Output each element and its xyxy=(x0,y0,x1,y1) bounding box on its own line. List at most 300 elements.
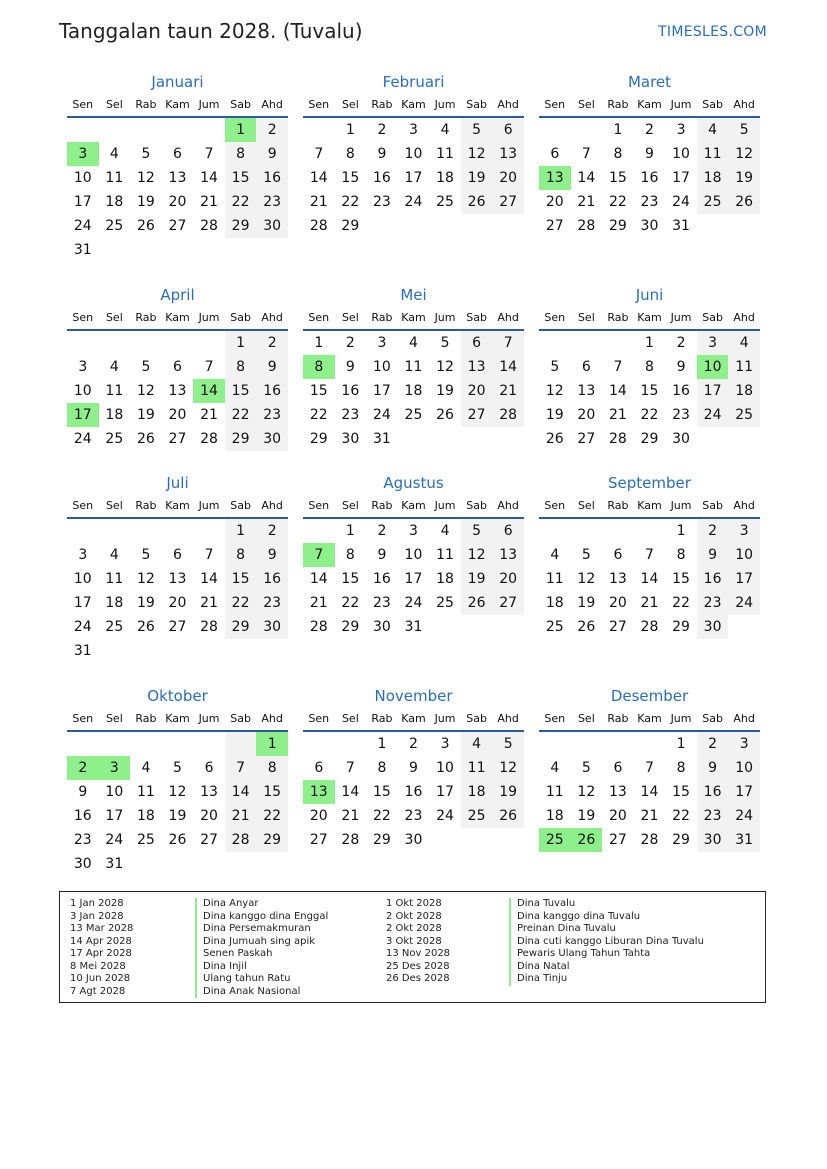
weekday-label: Kam xyxy=(401,97,426,111)
month-1 xyxy=(67,72,288,262)
weekday-label: Kam xyxy=(637,498,662,512)
day-cell: 20 xyxy=(492,567,524,591)
day-cell: 12 xyxy=(461,142,493,166)
empty-day-cell xyxy=(335,732,367,756)
day-cell: 30 xyxy=(256,214,288,238)
day-cell: 23 xyxy=(697,804,729,828)
day-cell: 3 xyxy=(409,122,418,138)
legend-left-names xyxy=(195,898,328,998)
empty-day-cell xyxy=(634,519,666,543)
day-cell: 15 xyxy=(672,571,690,587)
day-cell: 7 xyxy=(204,146,214,162)
day-cell: 3 xyxy=(440,736,450,752)
day-cell: 7 xyxy=(645,547,654,563)
day-cell: 13 xyxy=(168,170,187,186)
day-cell: 28 xyxy=(225,828,257,852)
day-cell: 15 xyxy=(225,166,257,190)
day-cell: 3 xyxy=(78,547,88,563)
day-cell: 16 xyxy=(640,170,659,186)
holiday-day-cell: 8 xyxy=(303,355,335,379)
weekday-header xyxy=(303,706,524,732)
day-cell: 28 xyxy=(200,218,218,234)
day-cell: 17 xyxy=(404,170,423,186)
day-cell: 27 xyxy=(309,832,328,848)
day-cell: 4 xyxy=(141,760,151,776)
day-cell: 13 xyxy=(168,383,187,399)
month-name: Agustus xyxy=(383,474,444,492)
day-cell: 25 xyxy=(105,431,124,447)
weekday-label: Sel xyxy=(341,310,359,324)
empty-day-cell xyxy=(571,118,603,142)
day-cell: 29 xyxy=(341,218,360,234)
day-cell: 24 xyxy=(728,804,760,828)
day-cell: 13 xyxy=(200,784,218,800)
legend-entry: Dina Tuvalu xyxy=(509,898,704,911)
day-cell: 24 xyxy=(73,431,92,447)
legend-entry: 1 Okt 2028 xyxy=(386,898,442,909)
month-6 xyxy=(539,285,760,451)
day-cell: 21 xyxy=(309,194,328,210)
day-cell: 30 xyxy=(372,619,391,635)
day-cell: 10 xyxy=(73,170,92,186)
day-cell: 29 xyxy=(309,431,328,447)
day-cell: 20 xyxy=(608,808,627,824)
day-cell: 18 xyxy=(404,383,423,399)
weekday-header xyxy=(539,92,760,118)
day-cell: 2 xyxy=(409,736,418,752)
day-grid xyxy=(539,118,760,238)
weekday-label: Jum xyxy=(670,97,692,111)
weekday-label: Sen xyxy=(544,498,566,512)
day-cell: 5 xyxy=(440,335,450,351)
empty-day-cell xyxy=(602,732,634,756)
day-cell: 14 xyxy=(608,383,627,399)
day-cell: 19 xyxy=(577,595,596,611)
day-cell: 2 xyxy=(697,519,729,543)
day-cell: 10 xyxy=(73,571,92,587)
day-cell: 23 xyxy=(341,407,360,423)
day-cell: 27 xyxy=(608,619,627,635)
day-cell: 15 xyxy=(341,571,360,587)
day-cell: 8 xyxy=(345,547,355,563)
empty-day-cell xyxy=(130,519,162,543)
weekday-label: Sab xyxy=(466,310,487,324)
month-9 xyxy=(539,473,760,639)
holiday-day-cell: 14 xyxy=(193,379,225,403)
empty-day-cell xyxy=(225,732,257,756)
day-cell: 1 xyxy=(225,331,257,355)
month-2 xyxy=(303,72,524,238)
weekday-label: Sab xyxy=(230,498,251,512)
day-cell: 1 xyxy=(377,736,387,752)
weekday-label: Sel xyxy=(341,97,359,111)
empty-day-cell xyxy=(99,519,131,543)
brand-link[interactable]: TIMESLES.COM xyxy=(658,24,767,40)
day-cell: 6 xyxy=(204,760,214,776)
day-cell: 27 xyxy=(200,832,218,848)
day-cell: 27 xyxy=(168,431,187,447)
weekday-header xyxy=(303,92,524,118)
day-cell: 9 xyxy=(676,359,686,375)
day-cell: 2 xyxy=(256,118,288,142)
legend-entry: 3 Jan 2028 xyxy=(70,910,124,922)
empty-day-cell xyxy=(130,732,162,756)
empty-day-cell xyxy=(571,732,603,756)
day-cell: 22 xyxy=(608,194,627,210)
day-cell: 10 xyxy=(73,383,92,399)
day-cell: 25 xyxy=(436,194,454,210)
day-cell: 28 xyxy=(341,832,360,848)
day-cell: 24 xyxy=(73,619,92,635)
legend-entry: 26 Des 2028 xyxy=(386,973,450,984)
weekday-label: Sel xyxy=(341,498,359,512)
weekday-label: Ahd xyxy=(497,711,519,725)
weekday-label: Sab xyxy=(702,97,723,111)
empty-day-cell xyxy=(539,732,571,756)
weekday-label: Ahd xyxy=(261,498,283,512)
holiday-day-cell: 7 xyxy=(303,543,335,567)
day-cell: 12 xyxy=(492,756,524,780)
day-cell: 19 xyxy=(136,407,155,423)
day-cell: 2 xyxy=(256,331,288,355)
day-cell: 11 xyxy=(404,359,423,375)
day-cell: 28 xyxy=(200,431,218,447)
weekday-label: Sab xyxy=(702,498,723,512)
empty-day-cell xyxy=(571,331,603,355)
weekday-label: Jum xyxy=(434,310,456,324)
day-cell: 10 xyxy=(404,146,423,162)
day-cell: 21 xyxy=(309,595,328,611)
holiday-day-cell: 13 xyxy=(303,780,335,804)
weekday-header xyxy=(67,305,288,331)
day-cell: 16 xyxy=(256,567,288,591)
weekday-label: Sab xyxy=(466,711,487,725)
empty-day-cell xyxy=(303,732,335,756)
day-cell: 4 xyxy=(440,523,450,539)
day-cell: 8 xyxy=(613,146,623,162)
month-name: Juni xyxy=(635,286,664,304)
day-cell: 14 xyxy=(341,784,360,800)
weekday-label: Sen xyxy=(308,97,330,111)
weekday-label: Sab xyxy=(466,97,487,111)
day-cell: 27 xyxy=(492,591,524,615)
weekday-label: Sab xyxy=(230,310,251,324)
day-cell: 6 xyxy=(613,547,623,563)
day-cell: 19 xyxy=(577,808,596,824)
day-cell: 8 xyxy=(345,146,355,162)
weekday-label: Rab xyxy=(607,498,629,512)
day-cell: 6 xyxy=(613,760,623,776)
day-cell: 24 xyxy=(372,407,391,423)
day-cell: 30 xyxy=(697,828,729,852)
day-cell: 24 xyxy=(404,595,423,611)
day-cell: 11 xyxy=(436,547,454,563)
month-3 xyxy=(539,72,760,238)
day-cell: 3 xyxy=(697,331,729,355)
month-name: November xyxy=(374,687,453,705)
day-cell: 31 xyxy=(672,218,690,234)
day-cell: 29 xyxy=(341,619,360,635)
day-cell: 27 xyxy=(168,619,187,635)
month-4 xyxy=(67,285,288,451)
day-grid xyxy=(67,732,288,876)
day-cell: 17 xyxy=(672,170,690,186)
day-cell: 17 xyxy=(436,784,454,800)
day-cell: 24 xyxy=(697,403,729,427)
day-cell: 9 xyxy=(256,543,288,567)
day-cell: 6 xyxy=(492,118,524,142)
weekday-label: Kam xyxy=(165,97,190,111)
day-cell: 9 xyxy=(78,784,88,800)
weekday-label: Kam xyxy=(401,310,426,324)
day-cell: 30 xyxy=(404,832,423,848)
day-grid xyxy=(67,519,288,663)
month-10 xyxy=(67,686,288,876)
day-cell: 11 xyxy=(105,383,124,399)
weekday-label: Ahd xyxy=(733,711,755,725)
empty-day-cell xyxy=(67,519,99,543)
day-cell: 18 xyxy=(436,571,454,587)
day-cell: 26 xyxy=(492,804,524,828)
legend-entry: 2 Okt 2028 xyxy=(386,910,442,922)
day-cell: 15 xyxy=(372,784,391,800)
weekday-header xyxy=(67,706,288,732)
month-name: September xyxy=(608,474,691,492)
legend-entry: Dina cuti kanggo Liburan Dina Tuvalu xyxy=(509,936,704,949)
day-cell: 28 xyxy=(492,403,524,427)
day-cell: 30 xyxy=(73,856,92,872)
day-cell: 16 xyxy=(672,383,690,399)
empty-day-cell xyxy=(303,118,335,142)
day-cell: 19 xyxy=(136,194,155,210)
legend-entry: 25 Des 2028 xyxy=(386,960,450,972)
day-cell: 24 xyxy=(436,808,454,824)
weekday-header xyxy=(303,493,524,519)
day-cell: 4 xyxy=(109,146,119,162)
day-cell: 16 xyxy=(73,808,92,824)
day-cell: 1 xyxy=(345,122,355,138)
holiday-day-cell: 3 xyxy=(99,756,131,780)
empty-day-cell xyxy=(602,519,634,543)
day-cell: 20 xyxy=(168,407,187,423)
day-cell: 29 xyxy=(225,615,257,639)
day-cell: 8 xyxy=(225,543,257,567)
day-cell: 14 xyxy=(309,571,328,587)
day-cell: 12 xyxy=(168,784,187,800)
weekday-label: Sen xyxy=(72,711,94,725)
day-grid xyxy=(67,331,288,451)
weekday-label: Sel xyxy=(577,310,595,324)
day-cell: 11 xyxy=(105,170,124,186)
day-cell: 3 xyxy=(728,732,760,756)
day-grid xyxy=(539,519,760,639)
legend-entry: Pewaris Ulang Tahun Tahta xyxy=(509,948,704,961)
weekday-label: Ahd xyxy=(733,310,755,324)
day-cell: 5 xyxy=(581,547,591,563)
day-cell: 14 xyxy=(640,784,659,800)
day-cell: 20 xyxy=(168,194,187,210)
day-cell: 4 xyxy=(461,732,493,756)
day-cell: 6 xyxy=(492,519,524,543)
day-cell: 3 xyxy=(377,335,387,351)
day-cell: 7 xyxy=(314,146,324,162)
day-cell: 21 xyxy=(640,808,659,824)
month-name: Januari xyxy=(151,73,204,91)
weekday-label: Rab xyxy=(607,711,629,725)
month-11 xyxy=(303,686,524,852)
day-cell: 21 xyxy=(225,804,257,828)
weekday-label: Kam xyxy=(637,97,662,111)
day-cell: 5 xyxy=(141,547,151,563)
day-cell: 25 xyxy=(461,804,493,828)
day-cell: 21 xyxy=(200,407,218,423)
legend-entry: 3 Okt 2028 xyxy=(386,935,442,947)
day-cell: 7 xyxy=(492,331,524,355)
weekday-label: Rab xyxy=(371,498,393,512)
day-cell: 17 xyxy=(73,595,92,611)
day-cell: 12 xyxy=(577,784,596,800)
day-cell: 29 xyxy=(672,619,690,635)
day-cell: 25 xyxy=(545,619,564,635)
day-cell: 4 xyxy=(440,122,450,138)
day-cell: 10 xyxy=(404,547,423,563)
day-cell: 27 xyxy=(608,832,627,848)
day-cell: 2 xyxy=(256,519,288,543)
day-cell: 17 xyxy=(105,808,124,824)
empty-day-cell xyxy=(67,331,99,355)
month-8 xyxy=(303,473,524,639)
empty-day-cell xyxy=(193,118,225,142)
holiday-day-cell: 13 xyxy=(539,166,571,190)
day-cell: 21 xyxy=(640,595,659,611)
day-cell: 19 xyxy=(436,383,454,399)
day-cell: 25 xyxy=(136,832,155,848)
holiday-day-cell: 3 xyxy=(67,142,99,166)
day-cell: 22 xyxy=(672,595,690,611)
weekday-label: Sel xyxy=(341,711,359,725)
day-cell: 27 xyxy=(461,403,493,427)
day-cell: 8 xyxy=(225,142,257,166)
day-grid xyxy=(303,732,524,852)
day-cell: 2 xyxy=(645,122,654,138)
day-cell: 20 xyxy=(545,194,564,210)
day-cell: 4 xyxy=(109,359,119,375)
day-cell: 3 xyxy=(409,523,418,539)
day-cell: 22 xyxy=(225,403,257,427)
day-cell: 26 xyxy=(728,190,760,214)
day-cell: 7 xyxy=(645,760,654,776)
day-cell: 14 xyxy=(200,571,218,587)
weekday-label: Sel xyxy=(105,711,123,725)
holiday-legend xyxy=(59,891,766,1003)
day-cell: 11 xyxy=(545,571,564,587)
weekday-label: Rab xyxy=(607,310,629,324)
day-cell: 30 xyxy=(697,615,729,639)
day-cell: 14 xyxy=(309,170,328,186)
day-cell: 24 xyxy=(105,832,124,848)
day-cell: 28 xyxy=(608,431,627,447)
day-cell: 28 xyxy=(577,218,596,234)
legend-entry: 10 Jun 2028 xyxy=(70,973,131,984)
day-cell: 3 xyxy=(78,359,88,375)
day-cell: 4 xyxy=(409,335,418,351)
empty-day-cell xyxy=(67,732,99,756)
day-grid xyxy=(539,732,760,852)
weekday-label: Jum xyxy=(670,310,692,324)
day-cell: 7 xyxy=(225,756,257,780)
day-cell: 29 xyxy=(225,214,257,238)
day-cell: 31 xyxy=(105,856,124,872)
day-cell: 21 xyxy=(577,194,596,210)
weekday-label: Sel xyxy=(577,97,595,111)
day-cell: 16 xyxy=(341,383,360,399)
day-cell: 29 xyxy=(256,828,288,852)
day-cell: 3 xyxy=(676,122,686,138)
day-cell: 17 xyxy=(728,567,760,591)
day-cell: 24 xyxy=(728,591,760,615)
day-cell: 18 xyxy=(697,166,729,190)
legend-entry: Dina Anyar xyxy=(195,898,328,911)
legend-entry: 13 Nov 2028 xyxy=(386,948,451,959)
empty-day-cell xyxy=(571,519,603,543)
day-cell: 22 xyxy=(256,804,288,828)
empty-day-cell xyxy=(162,732,194,756)
day-cell: 15 xyxy=(225,379,257,403)
day-cell: 6 xyxy=(581,359,591,375)
day-cell: 28 xyxy=(309,619,328,635)
day-cell: 2 xyxy=(345,335,355,351)
day-grid xyxy=(303,118,524,238)
holiday-day-cell: 25 xyxy=(539,828,571,852)
weekday-label: Sen xyxy=(544,97,566,111)
weekday-label: Kam xyxy=(637,711,662,725)
day-cell: 17 xyxy=(697,379,729,403)
weekday-label: Sab xyxy=(466,498,487,512)
day-cell: 18 xyxy=(545,595,564,611)
day-cell: 12 xyxy=(136,170,155,186)
day-cell: 4 xyxy=(109,547,119,563)
weekday-label: Jum xyxy=(434,97,456,111)
month-name: April xyxy=(160,286,195,304)
day-cell: 30 xyxy=(256,615,288,639)
month-name: Mei xyxy=(400,286,427,304)
day-cell: 23 xyxy=(372,595,391,611)
day-cell: 6 xyxy=(173,547,182,563)
day-cell: 18 xyxy=(436,170,454,186)
day-cell: 2 xyxy=(377,523,387,539)
day-cell: 29 xyxy=(672,832,690,848)
day-cell: 25 xyxy=(697,190,729,214)
weekday-label: Sen xyxy=(544,711,566,725)
day-cell: 20 xyxy=(461,379,493,403)
day-cell: 14 xyxy=(200,170,218,186)
weekday-label: Sab xyxy=(702,310,723,324)
weekday-label: Ahd xyxy=(733,498,755,512)
day-cell: 8 xyxy=(377,760,387,776)
day-cell: 21 xyxy=(608,407,627,423)
day-cell: 29 xyxy=(372,832,391,848)
day-cell: 31 xyxy=(372,431,391,447)
day-cell: 21 xyxy=(492,379,524,403)
day-cell: 20 xyxy=(309,808,328,824)
day-cell: 6 xyxy=(314,760,324,776)
day-cell: 5 xyxy=(728,118,760,142)
day-cell: 15 xyxy=(225,567,257,591)
day-cell: 15 xyxy=(256,780,288,804)
day-cell: 29 xyxy=(608,218,627,234)
holiday-day-cell: 17 xyxy=(67,403,99,427)
legend-left-dates xyxy=(70,898,133,998)
